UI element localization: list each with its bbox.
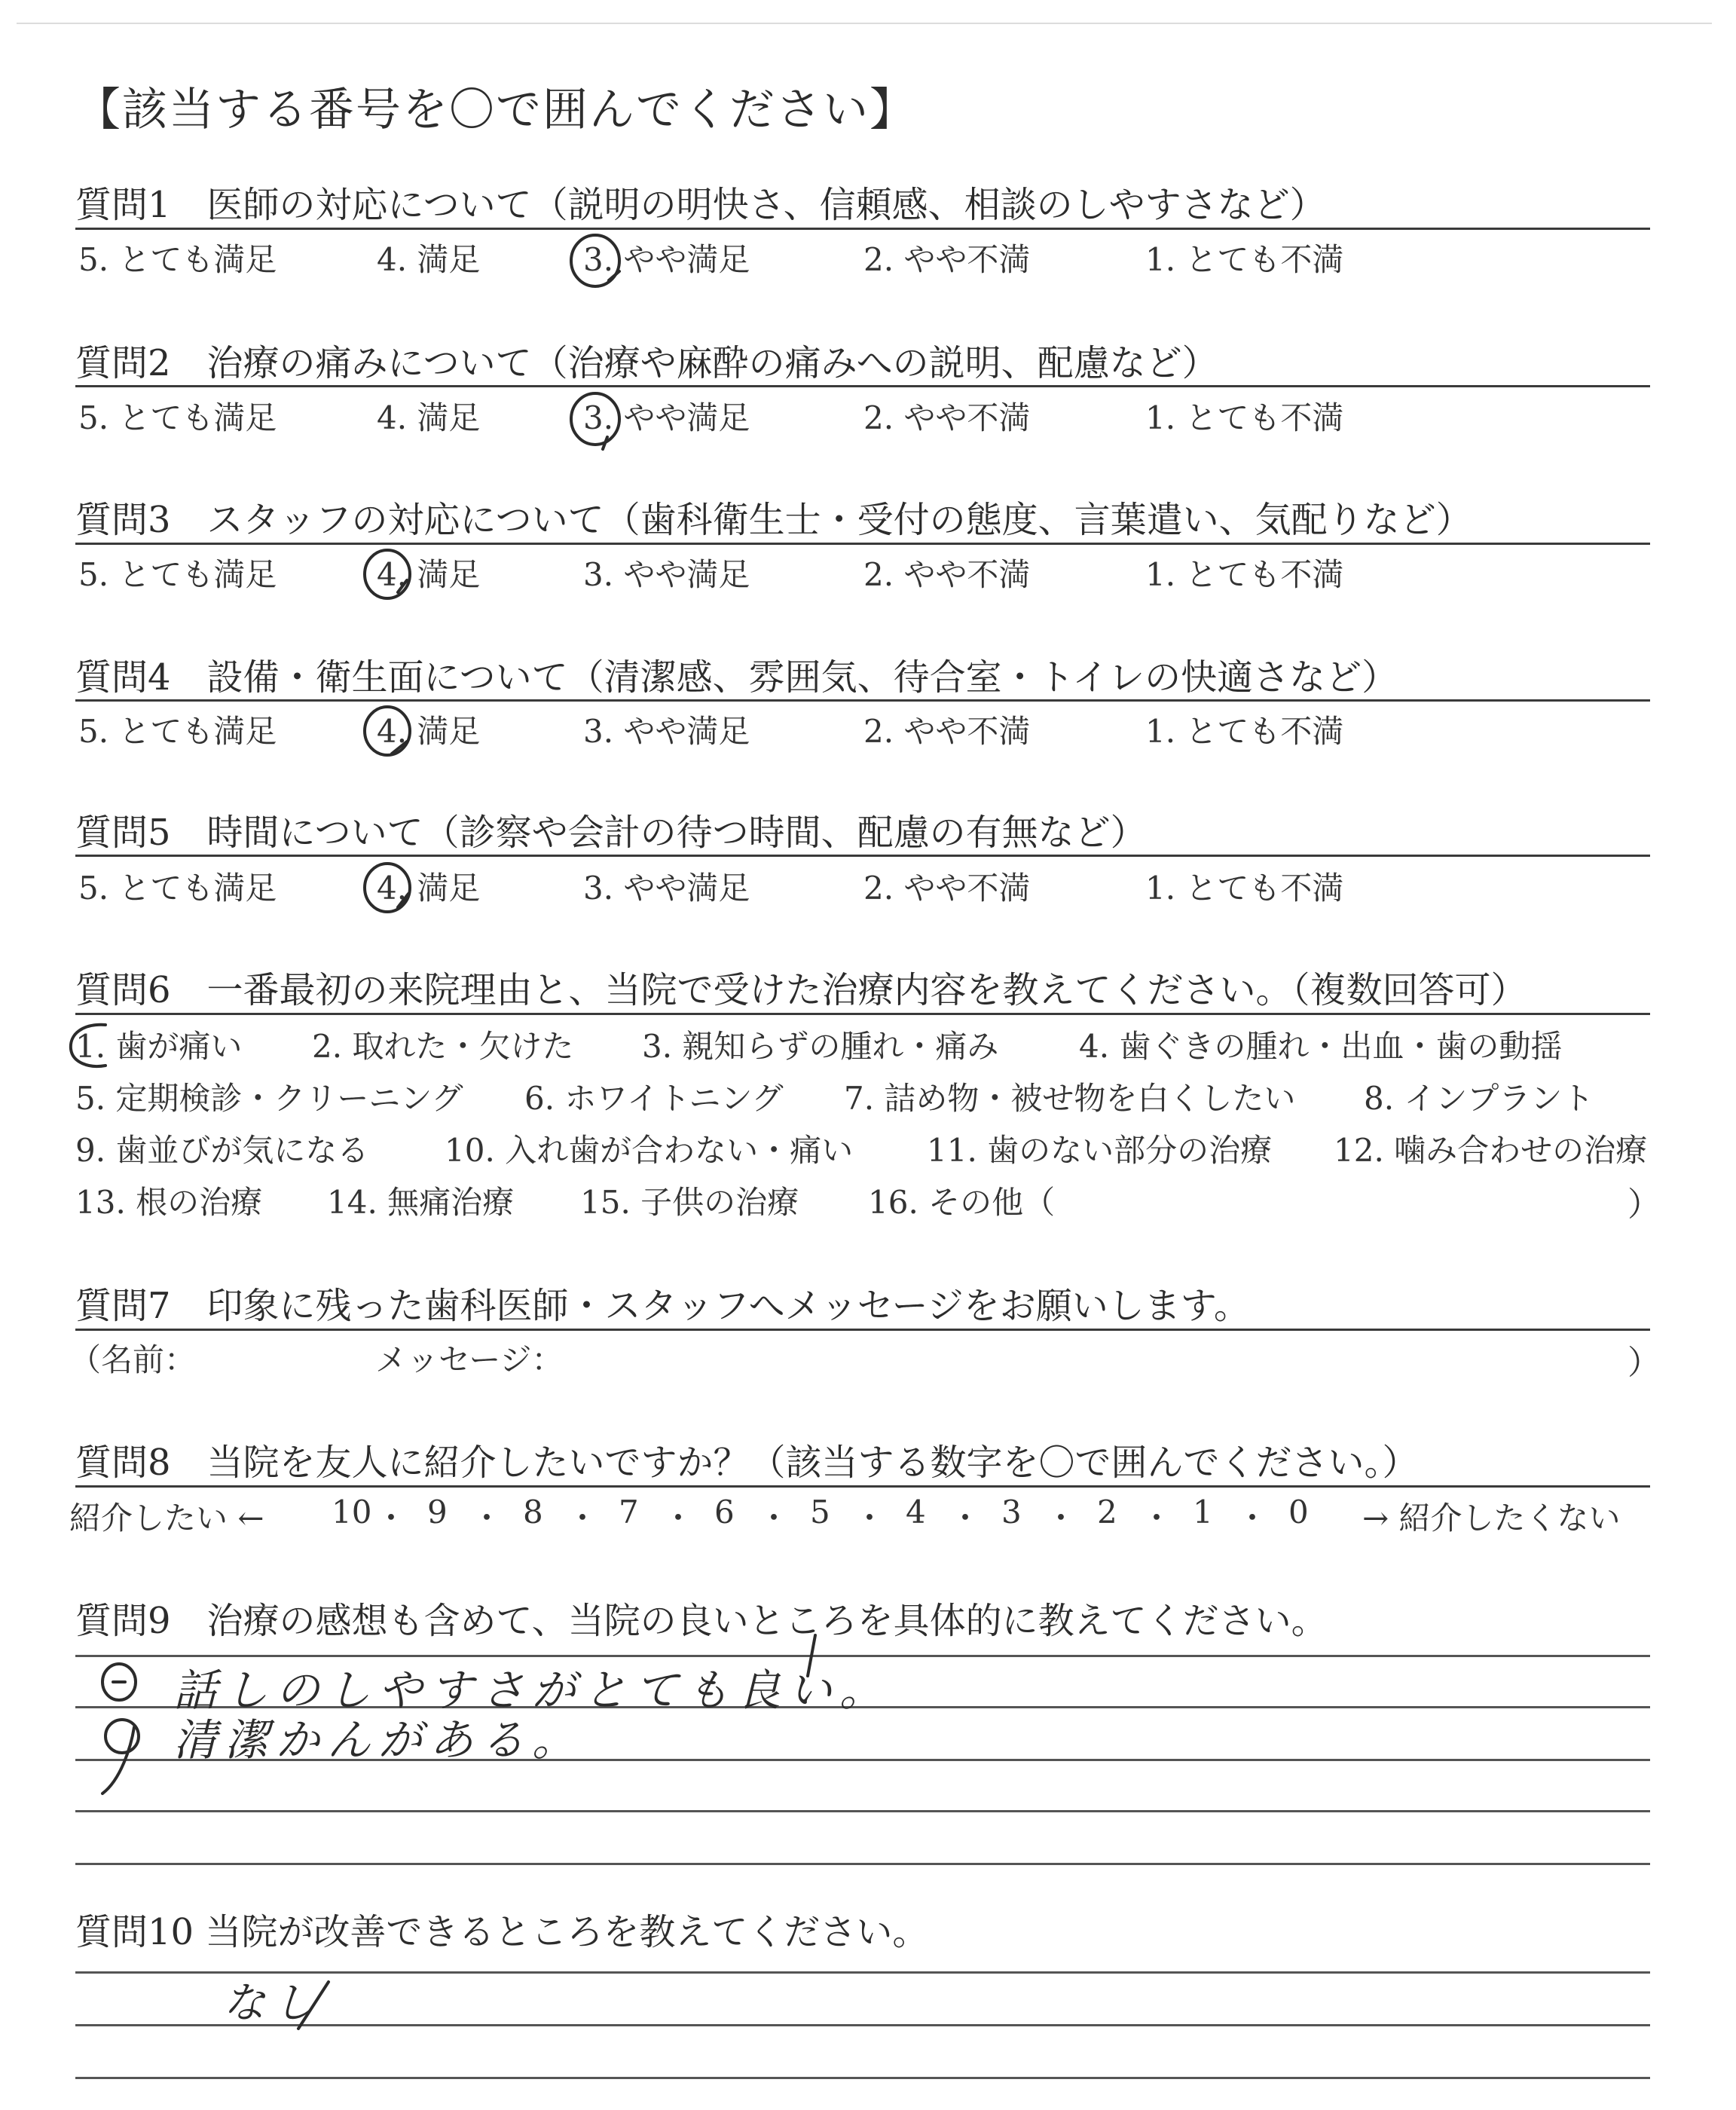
q7-message-label: メッセージ： <box>375 1341 564 1378</box>
q1-option-3[interactable]: 3. やや満足 <box>583 241 750 278</box>
q4-option-2[interactable]: 2. やや不満 <box>863 713 1031 750</box>
q4-option-4[interactable]: 4. 満足 <box>377 713 481 750</box>
question-9-label: 質問9 治療の感想も含めて、当院の良いところを具体的に教えてください。 <box>75 1600 1328 1642</box>
q6-option-8[interactable]: 8. インプラント <box>1364 1080 1594 1117</box>
q3-option-2[interactable]: 2. やや不満 <box>863 556 1031 593</box>
q5-option-5[interactable]: 5. とても満足 <box>78 870 277 907</box>
question-10-label: 質問10 当院が改善できるところを教えてください。 <box>75 1911 929 1953</box>
q8-scale-separator: ・ <box>758 1500 790 1537</box>
q6-option-14[interactable]: 14. 無痛治療 <box>327 1184 515 1221</box>
q8-scale-separator: ・ <box>375 1500 408 1537</box>
question-6-rule <box>75 1013 1650 1015</box>
question-1-rule <box>75 228 1650 230</box>
question-5-rule <box>75 855 1650 857</box>
page-title: 【該当する番号を〇で囲んでください】 <box>75 84 916 136</box>
q6-option-13[interactable]: 13. 根の治療 <box>75 1184 263 1221</box>
q6-option-7[interactable]: 7. 詰め物・被せ物を白くしたい <box>844 1080 1296 1117</box>
question-8-rule <box>75 1485 1650 1488</box>
q3-option-1[interactable]: 1. とても不満 <box>1145 556 1344 593</box>
question-2-rule <box>75 385 1650 387</box>
q8-scale-value-2[interactable]: 2 <box>1097 1494 1117 1531</box>
q6-option-2[interactable]: 2. 取れた・欠けた <box>312 1028 574 1065</box>
q1-option-1[interactable]: 1. とても不満 <box>1145 241 1344 278</box>
q2-option-4[interactable]: 4. 満足 <box>377 399 481 436</box>
q1-option-4[interactable]: 4. 満足 <box>377 241 481 278</box>
q6-option-9[interactable]: 9. 歯並びが気になる <box>75 1132 369 1169</box>
q7-name-label: （名前： <box>69 1341 197 1378</box>
q6-option-4[interactable]: 4. 歯ぐきの腫れ・出血・歯の動揺 <box>1079 1028 1563 1065</box>
q8-left-label: 紹介したい ← <box>69 1500 264 1537</box>
q4-option-3[interactable]: 3. やや満足 <box>583 713 750 750</box>
q8-scale-value-8[interactable]: 8 <box>523 1494 543 1531</box>
question-3-rule <box>75 543 1650 545</box>
question-4-label: 質問4 設備・衛生面について（清潔感、雰囲気、待合室・トイレの快適さなど） <box>75 656 1398 699</box>
q9-answer-line-4 <box>75 1810 1650 1812</box>
q9-handwritten-answer-1: 話しのしやすさがとても良い。 <box>173 1665 891 1716</box>
q8-scale-separator: ・ <box>1236 1500 1269 1537</box>
q6-option-11[interactable]: 11. 歯のない部分の治療 <box>927 1132 1273 1169</box>
q6-option-16[interactable]: 16. その他（ <box>868 1184 1056 1221</box>
q9-bullet-mark-2 <box>105 1720 139 1753</box>
q6-option-3[interactable]: 3. 親知らずの腫れ・痛み <box>642 1028 999 1065</box>
q8-scale-separator: ・ <box>949 1500 982 1537</box>
q8-scale-value-0[interactable]: 0 <box>1288 1494 1309 1531</box>
question-8-label: 質問8 当院を友人に紹介したいですか？（該当する数字を〇で囲んでください。） <box>75 1442 1419 1484</box>
q9-handwritten-answer-2: 清潔かんがある。 <box>173 1714 584 1766</box>
q8-scale-value-1[interactable]: 1 <box>1193 1494 1213 1531</box>
q8-scale-value-7[interactable]: 7 <box>619 1494 639 1531</box>
question-5-label: 質問5 時間について（診察や会計の待つ時間、配慮の有無など） <box>75 812 1147 854</box>
question-3-label: 質問3 スタッフの対応について（歯科衛生士・受付の態度、言葉遣い、気配りなど） <box>75 499 1472 541</box>
q8-scale-separator: ・ <box>1045 1500 1077 1537</box>
question-7-label: 質問7 印象に残った歯科医師・スタッフへメッセージをお願いします。 <box>75 1285 1250 1327</box>
q6-option-5[interactable]: 5. 定期検診・クリーニング <box>75 1080 463 1117</box>
q3-option-3[interactable]: 3. やや満足 <box>583 556 750 593</box>
q8-scale-value-4[interactable]: 4 <box>906 1494 926 1531</box>
q8-scale-separator: ・ <box>567 1500 599 1537</box>
question-6-label: 質問6 一番最初の来院理由と、当院で受けた治療内容を教えてください。（複数回答可） <box>75 969 1527 1011</box>
q4-option-5[interactable]: 5. とても満足 <box>78 713 277 750</box>
question-1-label: 質問1 医師の対応について（説明の明快さ、信頼感、相談のしやすさなど） <box>75 184 1326 226</box>
q4-option-1[interactable]: 1. とても不満 <box>1145 713 1344 750</box>
question-4-rule <box>75 699 1650 702</box>
question-2-label: 質問2 治療の痛みについて（治療や麻酔の痛みへの説明、配慮など） <box>75 342 1218 384</box>
q8-right-label: → 紹介したくない <box>1362 1500 1621 1537</box>
q8-scale-separator: ・ <box>854 1500 886 1537</box>
q9-answer-line-5 <box>75 1863 1650 1865</box>
q9-bullet-mark-1 <box>102 1664 136 1700</box>
q6-option-10[interactable]: 10. 入れ歯が合わない・痛い <box>445 1132 854 1169</box>
q8-scale-value-10[interactable]: 10 <box>332 1494 372 1531</box>
top-border <box>17 23 1712 24</box>
q8-scale-separator: ・ <box>1141 1500 1173 1537</box>
q3-option-4[interactable]: 4. 満足 <box>377 556 481 593</box>
q8-scale-separator: ・ <box>471 1500 503 1537</box>
q1-option-2[interactable]: 2. やや不満 <box>863 241 1031 278</box>
q8-scale-value-9[interactable]: 9 <box>427 1494 448 1531</box>
q5-option-2[interactable]: 2. やや不満 <box>863 870 1031 907</box>
q3-option-5[interactable]: 5. とても満足 <box>78 556 277 593</box>
q8-scale-value-6[interactable]: 6 <box>714 1494 735 1531</box>
q6-option-1[interactable]: 1. 歯が痛い <box>75 1028 243 1065</box>
q1-option-5[interactable]: 5. とても満足 <box>78 241 277 278</box>
q10-answer-line-3 <box>75 2077 1650 2079</box>
q2-option-5[interactable]: 5. とても満足 <box>78 399 277 436</box>
q2-option-3[interactable]: 3. やや満足 <box>583 399 750 436</box>
q2-option-1[interactable]: 1. とても不満 <box>1145 399 1344 436</box>
q6-other-close-paren: ） <box>1628 1185 1661 1224</box>
q5-option-4[interactable]: 4. 満足 <box>377 870 481 907</box>
q6-option-6[interactable]: 6. ホワイトニング <box>524 1080 784 1117</box>
q2-selection-tick <box>603 437 607 449</box>
q6-option-15[interactable]: 15. 子供の治療 <box>580 1184 799 1221</box>
q5-option-3[interactable]: 3. やや満足 <box>583 870 750 907</box>
q2-option-2[interactable]: 2. やや不満 <box>863 399 1031 436</box>
q8-scale-value-3[interactable]: 3 <box>1001 1494 1022 1531</box>
q8-scale-separator: ・ <box>662 1500 695 1537</box>
q6-option-12[interactable]: 12. 噛み合わせの治療 <box>1334 1132 1648 1169</box>
q8-scale-value-5[interactable]: 5 <box>810 1494 830 1531</box>
question-7-rule <box>75 1329 1650 1331</box>
q10-handwritten-answer: なし <box>223 1979 322 2028</box>
q7-close-paren: ） <box>1628 1344 1661 1382</box>
q5-option-1[interactable]: 1. とても不満 <box>1145 870 1344 907</box>
